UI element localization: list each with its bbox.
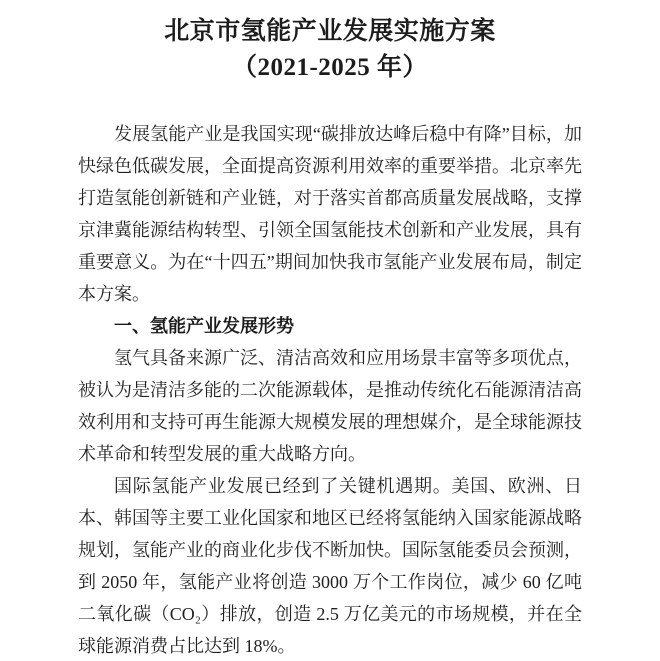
section-heading-1: 一、氢能产业发展形势 (114, 316, 294, 336)
paragraph-hydrogen-advantages: 氢气具备来源广泛、清洁高效和应用场景丰富等多项优点，被认为是清洁多能的二次能源载体，是推动传统化石能源清洁高效利用和支持可再生能源大规模发展的理想媒介，是全球能源技术革命和转型发展的重大战略方向。 (78, 348, 582, 464)
paragraph-international-development: 国际氢能产业发展已经到了关键机遇期。美国、欧洲、日本、韩国等主要工业化国家和地区已经将氢能纳入国家能源战略规划，氢能产业的商业化步伐不断加快。国际氢能委员会预测，到 2050 年，氢能产业将创造 3000 万个工作岗位，减少 60 亿吨二氧化碳（CO₂）排放，创造 2.5 万亿美元的市场规模，并在全球能源消费占比达到 18%。 (78, 476, 582, 656)
document-body (78, 118, 582, 661)
document-title (0, 0, 660, 86)
document-title-line2: （2021-2025 年） (231, 54, 429, 81)
paragraph-intro: 发展氢能产业是我国实现“碳排放达峰后稳中有降”目标，加快绿色低碳发展，全面提高资源利用效率的重要举措。北京率先打造氢能创新链和产业链，对于落实首都高质量发展战略，支撑京津冀能源结构转型、引领全国氢能技术创新和产业发展，具有重要意义。为在“十四五”期间加快我市氢能产业发展布局，制定本方案。 (78, 124, 582, 304)
document-title-line1: 北京市氢能产业发展实施方案 (164, 18, 496, 45)
